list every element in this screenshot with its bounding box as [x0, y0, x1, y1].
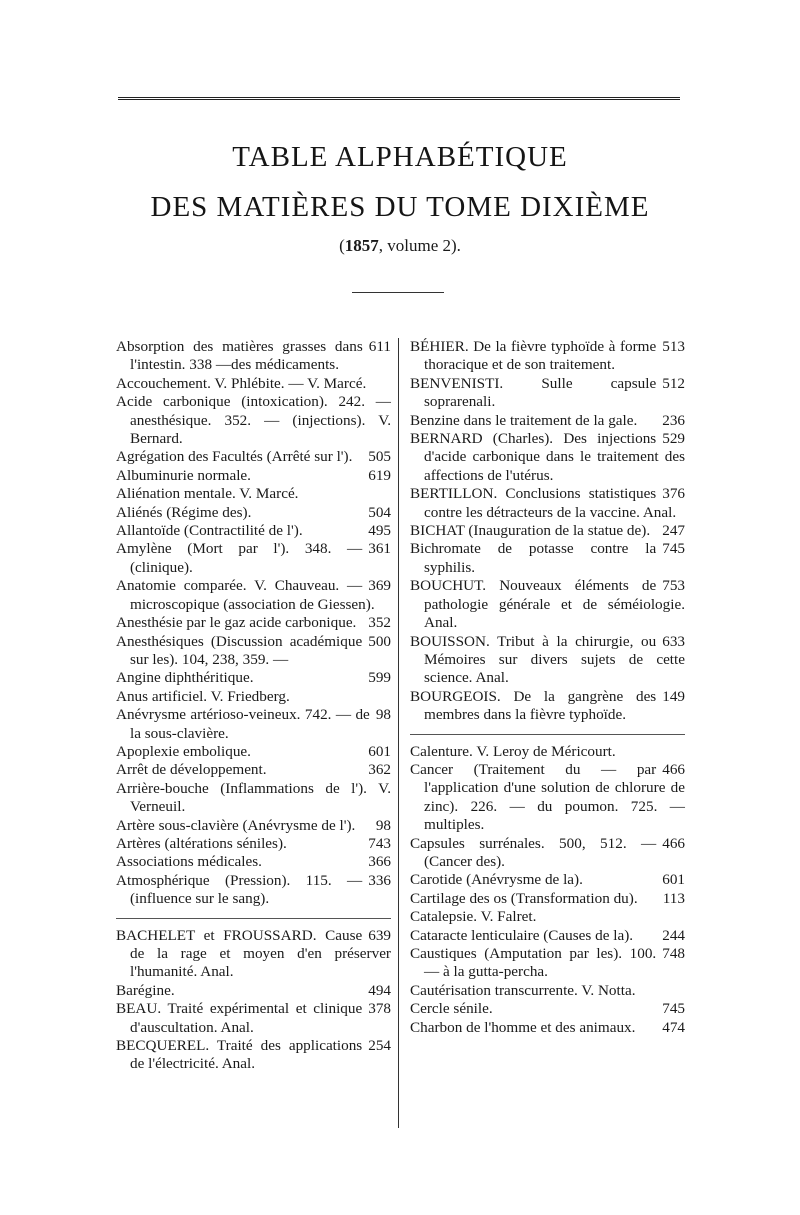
index-entry-page: 599 [368, 669, 391, 687]
index-entry-text: Catalepsie. V. Falret. [410, 908, 537, 926]
index-entry-page: 369 [368, 577, 391, 595]
title-rule [352, 292, 444, 293]
column-divider [398, 338, 399, 1128]
index-entry-page: 513 [662, 338, 685, 355]
index-entry-text: BICHAT (Inauguration de la statue de). [410, 522, 651, 540]
index-entry-page: 745 [662, 1000, 685, 1018]
index-entry-page: 748 [662, 945, 685, 962]
index-entry [410, 908, 685, 926]
index-entry [116, 338, 391, 375]
index-entry-page: 529 [662, 430, 685, 448]
index-entry-page: 512 [662, 374, 685, 392]
subtitle-rest: , volume 2). [378, 236, 461, 255]
index-entry [410, 982, 685, 1000]
index-entry-page: 474 [662, 1018, 685, 1036]
index-entry [116, 375, 391, 393]
index-entry-text: Cancer (Traitement du — par l'application d'une solution de chlorure de zinc). 226. — du poumon. 725. — multiples. [410, 760, 685, 834]
index-entry [410, 1019, 685, 1037]
index-entry-page: 745 [662, 540, 685, 558]
index-entry [410, 1000, 685, 1018]
index-entry-text: Accouchement. V. Phlébite. — V. Marcé. [116, 374, 367, 392]
index-entry-page: 149 [662, 687, 685, 705]
index-entry-text: Aliénation mentale. V. Marcé. [116, 485, 299, 503]
index-entry-page: 619 [368, 466, 391, 484]
index-entry [410, 412, 685, 430]
index-entry [410, 761, 685, 835]
subtitle-open: ( [339, 236, 345, 255]
index-entry-text: BERNARD (Charles). Des injections d'acide carbonique dans le traitement des affections de l'utérus. [410, 430, 685, 484]
index-entry-page: 236 [662, 411, 685, 429]
index-entry-text: Anesthésie par le gaz acide carbonique. [116, 614, 357, 632]
index-entry [410, 577, 685, 632]
index-entry [116, 743, 391, 761]
index-entry [116, 1000, 391, 1037]
index-entry-text: Calenture. V. Leroy de Méricourt. [410, 742, 616, 760]
index-entry [116, 780, 391, 817]
index-entry [410, 338, 685, 375]
index-entry-page: 495 [368, 522, 391, 540]
index-entry [116, 835, 391, 853]
index-entry-text: Carotide (Anévrysme de la). [410, 871, 583, 889]
index-entry [410, 871, 685, 889]
index-column-left [116, 338, 391, 1074]
index-entry-text: BOUCHUT. Nouveaux éléments de pathologie générale et de séméiologie. Anal. [410, 577, 685, 632]
index-entry [410, 688, 685, 725]
index-entry [116, 522, 391, 540]
index-entry [410, 633, 685, 688]
index-entry-page: 352 [368, 614, 391, 632]
index-entry-text: Cataracte lenticulaire (Causes de la). [410, 926, 634, 944]
index-entry [116, 982, 391, 1000]
page-subtitle [0, 236, 800, 256]
index-entry-page: 743 [368, 834, 391, 852]
index-entry-text: Acide carbonique (intoxication). 242. — anesthésique. 352. — (injections). V. Bernard. [116, 393, 391, 448]
index-entry [116, 504, 391, 522]
index-entry-text: Agrégation des Facultés (Arrêté sur l'). [116, 448, 353, 466]
index-entry-page: 601 [368, 742, 391, 760]
index-entry-page: 361 [368, 540, 391, 558]
index-entry-page: 633 [662, 632, 685, 650]
index-entry-text: Associations médicales. [116, 853, 262, 871]
index-entry-text: Charbon de l'homme et des animaux. [410, 1018, 636, 1036]
index-entry-text: Cercle sénile. [410, 1000, 493, 1018]
index-entry-text: Aliénés (Régime des). [116, 503, 252, 521]
page-title-line1: TABLE ALPHABÉTIQUE [232, 141, 568, 173]
index-entry [116, 761, 391, 779]
index-entry-text: Caustiques (Amputation par les). 100. — à la gutta-percha. [410, 945, 657, 981]
index-entry [116, 614, 391, 632]
index-entry-page: 505 [368, 448, 391, 466]
index-entry-page: 611 [368, 338, 391, 355]
index-entry-text: Artères (altérations séniles). [116, 834, 287, 852]
index-entry-text: BÉHIER. De la fièvre typhoïde à forme thoracique et de son traitement. [410, 338, 657, 374]
index-entry-page: 494 [368, 981, 391, 999]
index-entry [410, 890, 685, 908]
index-entry [116, 1037, 391, 1074]
index-entry [410, 743, 685, 761]
index-entry-text: Anévrysme artérioso-veineux. 742. — de la sous-clavière. [116, 706, 370, 742]
index-entry-text: Benzine dans le traitement de la gale. [410, 411, 638, 429]
index-entry [116, 688, 391, 706]
index-entry-text: Absorption des matières grasses dans l'intestin. 338 —des médicaments. [116, 338, 363, 374]
index-entry-page: 466 [662, 760, 685, 778]
index-entry-text: Cautérisation transcurrente. V. Notta. [410, 981, 636, 999]
index-entry-text: BACHELET et FROUSSARD. Cause de la rage et moyen d'en préserver l'humanité. Anal. [116, 926, 391, 981]
index-entry-text: Arrière-bouche (Inflammations de l'). V. Verneuil. [116, 779, 391, 816]
index-entry [116, 485, 391, 503]
index-entry [410, 375, 685, 412]
index-entry-page: 376 [662, 485, 685, 503]
index-entry-page: 254 [368, 1037, 391, 1055]
index-entry [116, 872, 391, 909]
index-entry [410, 540, 685, 577]
index-entry-text: BEAU. Traité expérimental et clinique d'auscultation. Anal. [116, 1000, 363, 1036]
section-separator [116, 918, 391, 919]
index-entry-text: Atmosphérique (Pression). 115. — (influence sur le sang). [116, 871, 363, 908]
index-entry-text: Cartilage des os (Transformation du). [410, 889, 638, 907]
index-entry-text: Arrêt de développement. [116, 761, 267, 779]
index-entry [116, 467, 391, 485]
index-entry-text: BECQUEREL. Traité des applications de l'électricité. Anal. [116, 1037, 363, 1073]
index-entry-page: 378 [368, 1000, 391, 1018]
index-entry-page: 98 [375, 816, 391, 834]
index-entry [116, 927, 391, 982]
index-entry-text: Albuminurie normale. [116, 466, 251, 484]
index-entry [410, 945, 685, 982]
index-entry-page: 362 [368, 761, 391, 779]
index-entry [410, 430, 685, 485]
index-entry [116, 706, 391, 743]
index-entry-text: BERTILLON. Conclusions statistiques contre les détracteurs de la vaccine. Anal. [410, 485, 677, 521]
index-entry [410, 485, 685, 522]
index-entry-page: 113 [662, 889, 685, 907]
index-entry-page: 601 [662, 871, 685, 889]
index-entry-page: 753 [662, 577, 685, 595]
section-separator [410, 734, 685, 735]
index-entry-text: Barégine. [116, 981, 175, 999]
index-entry-text: Capsules surrénales. 500, 512. — (Cancer des). [410, 834, 657, 870]
index-entry-text: Artère sous-clavière (Anévrysme de l'). [116, 816, 356, 834]
index-entry-page: 504 [368, 503, 391, 521]
index-entry-text: Allantoïde (Contractilité de l'). [116, 522, 303, 540]
index-entry-text: BOUISSON. Tribut à la chirurgie, ou Mémoires sur divers sujets de cette science. Anal. [410, 632, 685, 687]
index-entry-text: Bichromate de potasse contre la syphilis. [410, 540, 657, 576]
index-entry-page: 500 [368, 632, 391, 650]
index-entry [410, 927, 685, 945]
index-entry [116, 633, 391, 670]
index-entry-text: BOURGEOIS. De la gangrène des membres dans la fièvre typhoïde. [410, 687, 657, 724]
index-entry [410, 835, 685, 872]
index-entry [116, 448, 391, 466]
index-entry-page: 244 [662, 926, 685, 944]
index-entry-page: 639 [368, 926, 391, 944]
index-entry-text: Anesthésiques (Discussion académique sur les). 104, 238, 359. — [116, 632, 363, 668]
index-entry-text: Anus artificiel. V. Friedberg. [116, 687, 290, 705]
index-entry-page: 247 [662, 522, 685, 540]
index-entry-page: 366 [368, 853, 391, 871]
index-entry-text: BENVENISTI. Sulle capsule soprarenali. [410, 374, 657, 411]
subtitle-year: 1857 [344, 236, 379, 255]
index-entry-page: 466 [662, 834, 685, 852]
index-entry [116, 540, 391, 577]
index-entry [116, 853, 391, 871]
index-entry-page: 98 [375, 706, 391, 724]
index-entry [116, 577, 391, 614]
index-entry-page: 336 [368, 871, 391, 889]
page-title-line2: DES MATIÈRES DU TOME DIXIÈME [150, 191, 650, 223]
index-entry [116, 817, 391, 835]
top-double-rule [118, 97, 680, 103]
index-entry-text: Anatomie comparée. V. Chauveau. — microscopique (association de Giessen). [116, 577, 375, 613]
index-entry-text: Angine diphthéritique. [116, 669, 254, 687]
index-entry-text: Amylène (Mort par l'). 348. — (clinique). [116, 540, 363, 576]
index-entry [116, 669, 391, 687]
index-entry [410, 522, 685, 540]
index-entry-text: Apoplexie embolique. [116, 742, 251, 760]
index-entry [116, 393, 391, 448]
index-column-right [410, 338, 685, 1037]
